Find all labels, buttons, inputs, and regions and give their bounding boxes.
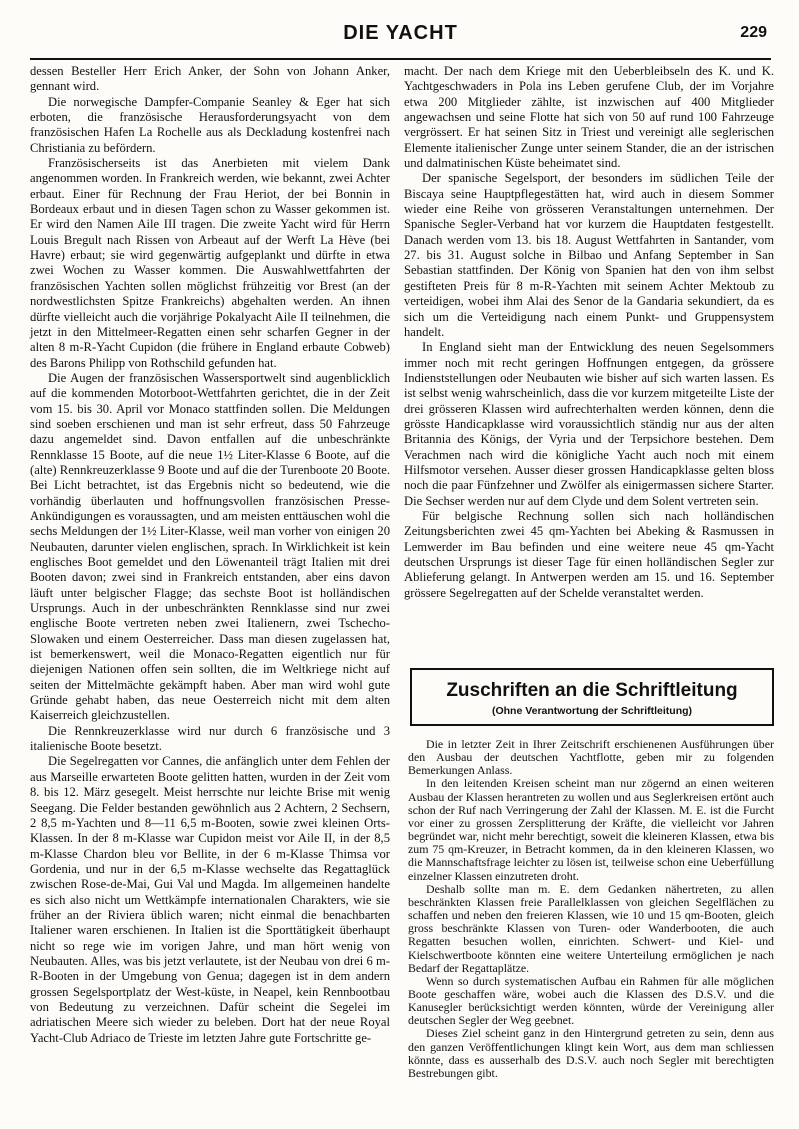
letter-paragraph: Wenn so durch systematischen Aufbau ein Rahmen für alle möglichen Boote geschaffen wäre, wobei auch die Klassen des D.S.V. und die Kanusegler berücksichtigt werden könnten, würde der Vereinigung aller deutschen Segler der Weg geebnet. bbox=[408, 973, 774, 1028]
paragraph: Der spanische Segelsport, der besonders im südlichen Teile der Biscaya seine Hauptpflegestätten hat, wird auch in diesem Sommer wieder eine Reihe von grösseren Veranstaltungen unternehmen. Der Spanische Segler-Verband hat vor kurzem die Hauptdaten festgestellt. Danach werden vom 13. bis 18. August Wettfahrten in Santander, vom 27. bis 31. August solche in Bilbao und Anfang September in San Sebastian stattfinden. Der König von Spanien hat den von ihm selbst gestifteten Preis für 8 m-R-Yachten mit seinem Achter Mektoub zu verteidigen, wobei ihm Alai des Senor de la Gandaria sekundiert, da es sich um die Verteidigung nach einem Punkt- und Gruppensystem handelt. bbox=[404, 171, 774, 339]
page-number: 229 bbox=[740, 24, 767, 41]
right-column bbox=[404, 64, 774, 601]
letters-text bbox=[408, 738, 774, 1080]
letter-paragraph: In den leitenden Kreisen scheint man nur zögernd an einen weiteren Ausbau der Klassen herantreten zu wollen und aus Seglerkreisen ertönt auch schon der Ruf nach Verringerung der Zahl der Klassen. M. E. ist die Furcht vor einer zu grossen Zersplitterung der Kräfte, die vielleicht vor Jahren begründet war, nicht mehr berechtigt, soweit die kleineren Klassen, etwa bis zum 75 qm-Kreuzer, in Betracht kommen, da in den kleineren Klassen, wo die Mannschaftsfrage leichter zu lösen ist, teilweise schon eine Ueberfüllung einzelner Klassen einzutreten droht. bbox=[408, 776, 774, 883]
letters-heading: Zuschriften an die Schriftleitung bbox=[446, 680, 738, 701]
page-header bbox=[30, 18, 771, 60]
paragraph: Die Augen der französischen Wassersportwelt sind augenblicklich auf die kommenden Motorboot-Wettfahrten gerichtet, die in der Zeit vom 15. bis 30. April vor Monaco stattfinden sollen. Die Meldungen sind soeben erschienen und man ist sehr erfreut, dass 50 Fahrzeuge dazu angemeldet sind. Davon entfallen auf die unbeschränkte Rennklasse 15 Boote, auf die neue 1½ Liter-Klasse 6 Boote, auf die (alte) Rennkreuzerklasse 9 Boote und auf die der Turenboote 20 Boote. Bei Licht betrachtet, ist das Ergebnis nicht so bedeutend, wie die vorhändig überlauten und hoffnungsvollen französischen Presse-Ankündigungen es voraussagten, und am meisten enttäuschen wohl die sechs Meldungen der 1½ Liter-Klasse, weil man vorher von einigen 20 Neubauten, darunter vielen englischen, sprach. In Wirklichkeit ist kein englisches Boot gemeldet und den Löwenanteil trägt Italien mit drei Booten davon; zwei sind in Frankreich entstanden, aber eins davon läuft unter belgischer Flagge; das sechste Boot ist holländischen Ursprungs. Auch in der unbeschränkten Rennklasse sind nur zwei englische Boote vertreten neben zwei Italienern, zwei Tschecho-Slowaken und einem Oesterreicher. Dass man diesen zugelassen hat, ist bemerkenswert, weil die Monaco-Regatten eigentlich nur für diejenigen Nationen offen sein sollten, die im Weltkriege nicht auf seiten der Mittelmächte gekämpft haben. Aber man wird wohl gute Gründe gehabt haben, das neue Oesterreich nicht mit dem alten Kaiserreich gleichzustellen. bbox=[30, 370, 390, 723]
letter-paragraph: Dieses Ziel scheint ganz in den Hintergrund getreten zu sein, denn aus den ganzen Veröffentlichungen klingt kein Wort, aus dem man schliessen könnte, dass es ausserhalb des D.S.V. auch noch Segler mit berechtigten Bestrebungen gibt. bbox=[408, 1026, 774, 1080]
paragraph: Die norwegische Dampfer-Companie Seanley & Eger hat sich erboten, die französische Herausforderungsyacht von dem französischen Hafen La Rochelle aus als Deckladung kostenfrei nach Christiania zu befördern. bbox=[30, 94, 390, 155]
letter-paragraph: Die in letzter Zeit in Ihrer Zeitschrift erschienenen Ausführungen über den Ausbau der deutschen Yachtflotte, geben mir zu folgenden Bemerkungen Anlass. bbox=[408, 737, 774, 778]
paragraph: Französischerseits ist das Anerbieten mit vielem Dank angenommen worden. In Frankreich werden, wie bekannt, zwei Achter erbaut. Einer für Rechnung der Frau Heriot, der bei Bonnin in Bordeaux erbaut und in diesen Tagen schon zu Wasser gekommen ist. Er wird den Namen Aile III tragen. Die zweite Yacht wird für Herrn Louis Bregult nach Rissen von Arbeaut auf der Werft La Hève (bei Havre) erbaut; sie wird gegenwärtig aufgeplankt und dürfte in etwa zwei Wochen zu Wasser kommen. Die Auswahlwettfahrten der französischen Yachten sollen möglichst frühzeitig vor Brest (an der nordwestlichsten Spitze Frankreichs) abgehalten werden. An ihnen dürfte vielleicht auch die vorjährige Pokalyacht Aile II teilnehmen, die jetzt in den Mittelmeer-Regatten einen sehr scharfen Gegner in der alten 8 m-R-Yacht Cupidon (die frühere in England erbaute Cobweb) des Barons Philipp von Rothschild gefunden hat. bbox=[30, 156, 390, 370]
letter-paragraph: Deshalb sollte man m. E. dem Gedanken nähertreten, zu allen beschränkten Klassen freie Parallelklassen von gleichen Segelflächen zu schaffen und neben den freieren Klassen, wie 10 und 15 qm-Booten, gleich gross beschränkte Klassen von Turen- oder Wanderbooten, die auch Regatten besuchen wollen, einrichten. Schwert- und Kiel- und Kielschwertboote könnten eine weitere Unterteilung ermöglichen je nach Bedarf der Regattaplätze. bbox=[408, 881, 774, 975]
paragraph: Die Segelregatten vor Cannes, die anfänglich unter dem Fehlen der aus Marseille erwarteten Boote gelitten hatten, wurden in der Zeit vom 8. bis 12. März gesegelt. Meist herrschte nur leichte Brise mit wenig Seegang. Die Felder bestanden gewöhnlich aus 2 Achtern, 2 Sechsern, 2 8,5 m-Yachten und 8—11 6,5 m-Booten, sowie zwei kleinen Orts-Klassen. In der 8 m-Klasse war Cupidon meist vor Aile II, in der 8,5 m-Klasse Chardon bleu vor Bellite, in der 6 m-Klasse Thimsa vor Gordenia, und nur in der 6,5 m-Klasse wechselte das Regattaglück zwischen Rose-de-Mai, Gui Val und Magda. Im allgemeinen handelte es sich also nicht um Wettkämpfe internationalen Charakters, wie sie früher an der Riviera üblich waren; nicht einmal die benachbarten Italiener waren erschienen. In Italien ist die Sporttätigkeit überhaupt nicht so rege wie im vorigen Jahre, und man hört wenig von Neubauten. Alles, was bis jetzt verlautete, ist der Neubau von drei 6 m-R-Booten in der Umgebung von Genua; dagegen ist in dem andern grossen Segelsportplatz der West-küste, in Neapel, kein Rennbootbau von Bedeutung zu verzeichnen. Dafür scheint die Segelei im adriatischen Meere sich wieder zu beleben. Dort hat der neue Royal Yacht-Club Adriaco de Trieste im letzten Jahre gute Fortschritte ge- bbox=[30, 754, 390, 1045]
letters-subheading: (Ohne Verantwortung der Schriftleitung) bbox=[491, 705, 693, 717]
paragraph: Die Rennkreuzerklasse wird nur durch 6 französische und 3 italienische Boote besetzt. bbox=[30, 723, 390, 754]
paragraph: In England sieht man der Entwicklung des neuen Segelsommers immer noch mit recht geringen Hoffnungen entgegen, da grössere Indienststellungen oder Neubauten wie bisher auf sich warten lassen. Es ist selbst wenig wahrscheinlich, dass die vor kurzem mitgeteilte Liste der drei grösseren Klassen wird aufrechterhalten werden können, denn die grösste Handicapklasse wird voraussichtlich ständig nur aus der alten Britannia des Königs, der Vyria und der Terpsichore bestehen. Dem Verachmen nach wird die königliche Yacht auch noch mit einem Hilfsmotor versehen. Ausser dieser grossen Handicapklasse gelten bloss noch die paar Fünfzehner und Zwölfer als einigermassen sichere Starter. Die Sechser werden nur auf dem Clyde und dem Solent vertreten sein. bbox=[404, 340, 774, 508]
magazine-title: DIE YACHT bbox=[343, 22, 458, 44]
paragraph: Für belgische Rechnung sollen sich nach holländischen Zeitungsberichten zwei 45 qm-Yachten bei Abeking & Rasmussen in Lemwerder im Bau befinden und eine weitere neue 45 qm-Yacht deutschen Ursprungs ist dieser Tage für einen holländischen Segler zur Ablieferung gelangt. In Antwerpen werden am 15. und 16. September grössere Segelregatten auf der Schelde veranstaltet werden. bbox=[404, 508, 774, 600]
letters-section-box bbox=[410, 668, 774, 726]
paragraph: macht. Der nach dem Kriege mit den Ueberbleibseln des K. und K. Yachtgeschwaders in Pola ins Leben gerufene Club, der im Vorjahre etwa 200 Mitglieder zählte, ist inzwischen auf 400 Mitglieder angewachsen und seine Flotte hat sich von 50 auf rund 100 Fahrzeuge vergrössert. Er hat seinen Sitz in Triest und vereinigt alle seglerischen Elemente italienischer Zunge unter seinem Stander, die an der istrischen und dalmatinischen Küste beheimatet sind. bbox=[404, 64, 774, 171]
paragraph: dessen Besteller Herr Erich Anker, der Sohn von Johann Anker, gennant wird. bbox=[30, 64, 390, 94]
left-column bbox=[30, 64, 390, 1046]
